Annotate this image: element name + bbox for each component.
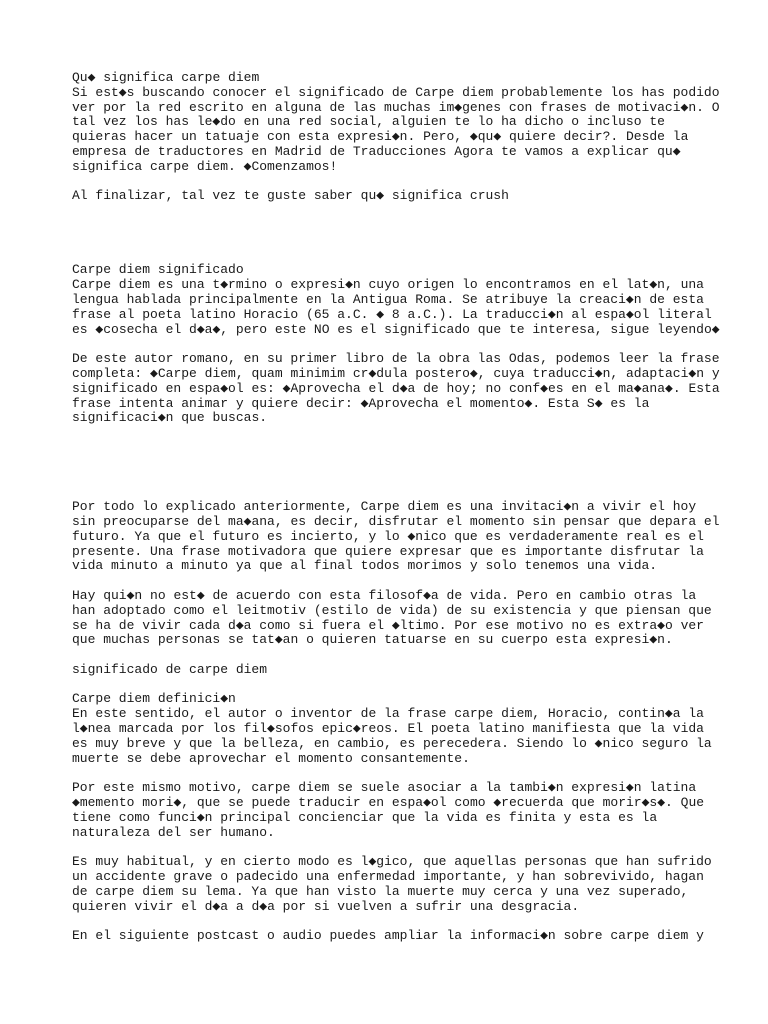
text-line: Es muy habitual, y en cierto modo es l◆gico, que aquellas personas que han sufrido — [72, 854, 712, 870]
text-line: un accidente grave o padecido una enfermedad importante, y han sobrevivido, hagan — [72, 869, 704, 885]
text-line: significaci◆n que buscas. — [72, 410, 268, 426]
text-line: Carpe diem es una t◆rmino o expresi◆n cuyo origen lo encontramos en el lat◆n, una — [72, 277, 704, 293]
odas-paragraph — [72, 351, 720, 426]
text-line: Si est◆s buscando conocer el significado de Carpe diem probablemente los has podido — [72, 84, 720, 100]
document-page — [72, 70, 720, 944]
text-line: ◆memento mori◆, que se puede traducir en espa◆ol como ◆recuerda que morir◆s◆. Que — [72, 795, 705, 811]
text-line: Hay qui◆n no est◆ de acuerdo con esta filosof◆a de vida. Pero en cambio otras la — [72, 587, 697, 603]
text-line: se ha de vivir cada d◆a como si fuera el ◆ltimo. Por ese motivo no es extra◆o ver — [72, 617, 704, 633]
text-line: l◆nea marcada por los fil◆sofos epic◆reos. El poeta latino manifiesta que la vida — [72, 721, 704, 737]
text-line: En el siguiente postcast o audio puedes ampliar la informaci◆n sobre carpe diem y — [72, 928, 704, 944]
text-line: vida minuto a minuto ya que al final todos morimos y solo tenemos una vida. — [72, 558, 658, 574]
text-line: quieren vivir el d◆a a d◆a por si vuelven a sufrir una desgracia. — [72, 898, 580, 914]
text-line: es muy breve y que la belleza, en cambio, es perecedera. Siendo lo ◆nico seguro la — [72, 735, 712, 751]
text-line: futuro. Ya que el futuro es incierto, y lo ◆nico que es verdaderamente real es el — [72, 528, 704, 544]
habitual-paragraph — [72, 855, 712, 914]
text-line: tal vez los has le◆do en una red social, alguien te lo ha dicho o incluso te — [72, 114, 665, 130]
text-line: es ◆cosecha el d◆a◆, pero este NO es el significado que te interesa, sigue leyendo◆ — [72, 321, 720, 337]
text-line: significa carpe diem. ◆Comenzamos! — [72, 158, 338, 174]
text-line: tiene como funci◆n principal concienciar que la vida es finita y esta es la — [72, 809, 658, 825]
explicado-paragraph — [72, 499, 720, 574]
text-line: naturaleza del ser humano. — [72, 824, 275, 840]
heading-significado-de-carpe-diem: significado de carpe diem — [72, 661, 268, 677]
text-line: De este autor romano, en su primer libro de la obra las Odas, podemos leer la frase — [72, 351, 720, 367]
filosofia-paragraph — [72, 589, 712, 648]
intro-paragraph — [72, 70, 720, 175]
text-line: frase intenta animar y quiere decir: ◆Aprovecha el momento◆. Esta S◆ es la — [72, 395, 650, 411]
text-line: sin preocuparse del ma◆ana, es decir, disfrutar el momento sin pensar que depara el — [72, 513, 720, 529]
memento-mori-paragraph — [72, 781, 712, 840]
text-line: Por todo lo explicado anteriormente, Carpe diem es una invitaci◆n a vivir el hoy — [72, 499, 697, 515]
text-line: significado en espa◆ol es: ◆Aprovecha el d◆a de hoy; no conf◆es en el ma◆ana◆. Esta — [72, 380, 720, 396]
heading-carpe-diem-significado: Carpe diem significado — [72, 262, 244, 278]
text-line: que muchas personas se tat◆an o quieren tatuarse en su cuerpo esta expresi◆n. — [72, 632, 673, 648]
text-line: completa: ◆Carpe diem, quam minimim cr◆dula postero◆, cuya traducci◆n, adaptaci◆n y — [72, 365, 720, 381]
text-line: ver por la red escrito en alguna de las muchas im◆genes con frases de motivaci◆n. O — [72, 99, 720, 115]
text-line: presente. Una frase motivadora que quiere expresar que es importante disfrutar la — [72, 543, 704, 559]
text-line: En este sentido, el autor o inventor de la frase carpe diem, Horacio, contin◆a la — [72, 706, 704, 722]
text-line: han adoptado como el leitmotiv (estilo de vida) de su existencia y que piensan que — [72, 602, 712, 618]
text-line: muerte se debe aprovechar el momento consantemente. — [72, 750, 470, 766]
crush-paragraph — [72, 189, 712, 204]
text-line: empresa de traductores en Madrid de Traducciones Agora te vamos a explicar qu◆ — [72, 143, 681, 159]
postcast-paragraph — [72, 929, 712, 944]
heading-que-significa: Qu◆ significa carpe diem — [72, 70, 260, 85]
significado-subheading — [72, 663, 712, 678]
text-line: Por este mismo motivo, carpe diem se suele asociar a la tambi◆n expresi◆n latina — [72, 780, 697, 796]
text-line: Al finalizar, tal vez te guste saber qu◆ significa crush — [72, 188, 509, 204]
text-line: lengua hablada principalmente en la Antigua Roma. Se atribuye la creaci◆n de esta — [72, 291, 704, 307]
definicion-paragraph — [72, 692, 712, 766]
text-line: frase al poeta latino Horacio (65 a.C. ◆ 8 a.C.). La traducci◆n al espa◆ol literal — [72, 306, 712, 322]
heading-carpe-diem-definicion: Carpe diem definici◆n — [72, 691, 236, 707]
text-line: quieras hacer un tatuaje con esta expresi◆n. Pero, ◆qu◆ quiere decir?. Desde la — [72, 129, 689, 145]
text-line: de carpe diem su lema. Ya que han visto la muerte muy cerca y una vez superado, — [72, 883, 689, 899]
significado-paragraph — [72, 262, 720, 337]
